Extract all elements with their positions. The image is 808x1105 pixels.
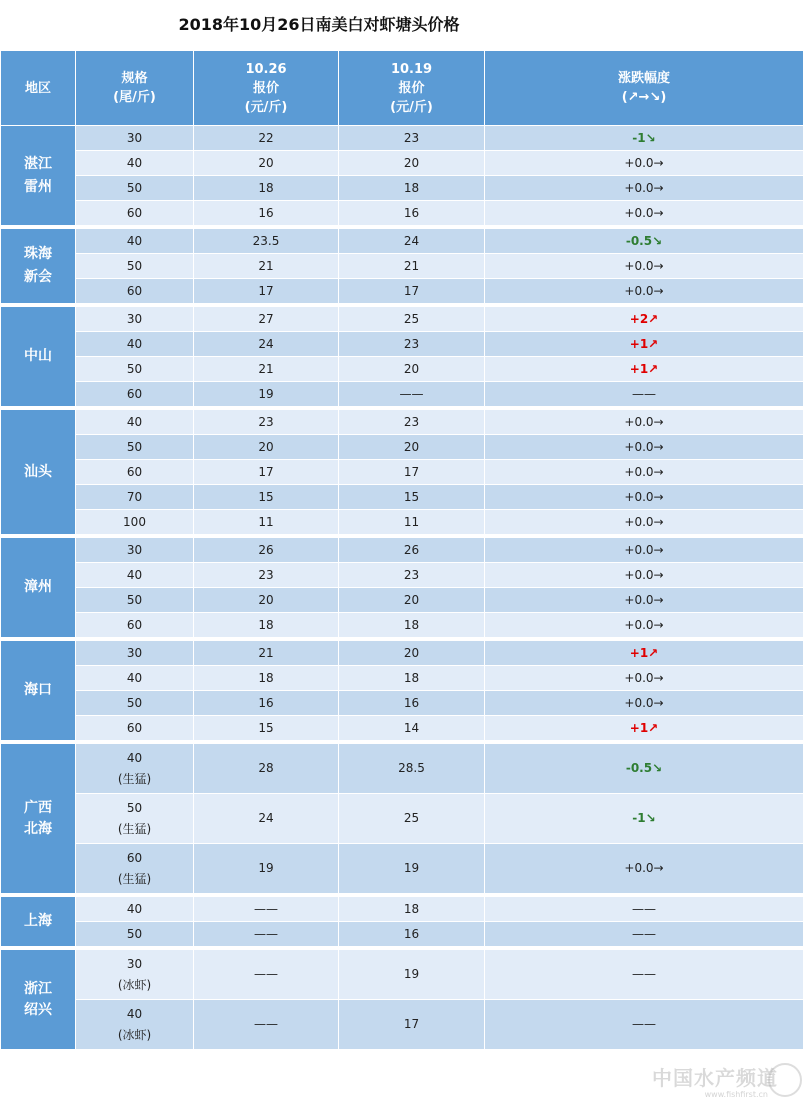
table-row (1, 716, 804, 741)
spec-cell: 40 (76, 151, 194, 176)
current-price-cell: 24 (194, 794, 339, 844)
current-price-cell: 21 (194, 254, 339, 279)
spec-cell: 30 (76, 538, 194, 563)
spec-cell: 30 (冰虾) (76, 950, 194, 1000)
change-cell: +0.0→ (485, 691, 804, 716)
current-price-cell: 20 (194, 435, 339, 460)
previous-price-cell: 16 (339, 922, 485, 947)
spec-cell: 50 (76, 435, 194, 460)
change-cell: —— (485, 950, 804, 1000)
change-cell: +0.0→ (485, 538, 804, 563)
spec-cell: 50 (76, 922, 194, 947)
header-row (1, 51, 804, 126)
previous-price-cell: 20 (339, 357, 485, 382)
previous-price-cell: 18 (339, 613, 485, 638)
previous-price-cell: 24 (339, 229, 485, 254)
current-price-cell: 15 (194, 716, 339, 741)
table-row (1, 844, 804, 894)
spec-cell: 30 (76, 307, 194, 332)
region-cell (1, 126, 76, 226)
table-row (1, 307, 804, 332)
previous-price-cell: 19 (339, 950, 485, 1000)
previous-price-cell: 16 (339, 691, 485, 716)
header-change: 涨跌幅度 (↗→↘) (485, 51, 804, 126)
current-price-cell: —— (194, 897, 339, 922)
watermark: 中国水产频道 (652, 1066, 778, 1090)
current-price-cell: 23 (194, 563, 339, 588)
spec-cell: 50 (生猛) (76, 794, 194, 844)
current-price-cell: 23.5 (194, 229, 339, 254)
table-row (1, 666, 804, 691)
change-cell: +0.0→ (485, 254, 804, 279)
spec-cell: 40 (生猛) (76, 744, 194, 794)
previous-price-cell: 23 (339, 332, 485, 357)
table-row (1, 201, 804, 226)
change-cell: -0.5↘ (485, 229, 804, 254)
spec-cell: 40 (76, 666, 194, 691)
change-cell: +0.0→ (485, 151, 804, 176)
previous-price-cell: 14 (339, 716, 485, 741)
spec-cell: 60 (76, 201, 194, 226)
table-row (1, 744, 804, 794)
table-row (1, 897, 804, 922)
table-row (1, 176, 804, 201)
change-cell: -0.5↘ (485, 744, 804, 794)
region-cell (1, 410, 76, 535)
spec-cell: 50 (76, 357, 194, 382)
spec-cell: 60 (76, 382, 194, 407)
header-previous-price: 10.19 报价 (元/斤) (339, 51, 485, 126)
spec-cell: 40 (76, 229, 194, 254)
previous-price-cell: 23 (339, 563, 485, 588)
change-cell: +0.0→ (485, 510, 804, 535)
current-price-cell: 18 (194, 666, 339, 691)
table-row (1, 254, 804, 279)
region-name: 广西 (24, 799, 52, 816)
header-spec: 规格 (尾/斤) (76, 51, 194, 126)
change-cell: +2↗ (485, 307, 804, 332)
previous-price-cell: 11 (339, 510, 485, 535)
previous-price-cell: 20 (339, 641, 485, 666)
current-price-cell: 22 (194, 126, 339, 151)
change-cell: —— (485, 897, 804, 922)
current-price-cell: 21 (194, 357, 339, 382)
region-name: 海口 (24, 682, 52, 698)
spec-cell: 40 (76, 563, 194, 588)
spec-cell: 40 (76, 332, 194, 357)
change-cell: +0.0→ (485, 563, 804, 588)
change-cell: +0.0→ (485, 460, 804, 485)
region-cell (1, 950, 76, 1050)
change-cell: —— (485, 922, 804, 947)
change-cell: +0.0→ (485, 613, 804, 638)
change-cell: +0.0→ (485, 666, 804, 691)
table-row (1, 279, 804, 304)
current-price-cell: 18 (194, 613, 339, 638)
previous-price-cell: 15 (339, 485, 485, 510)
current-price-cell: 27 (194, 307, 339, 332)
previous-price-cell: 17 (339, 460, 485, 485)
region-name: 中山 (24, 348, 52, 364)
region-name: 新会 (24, 269, 52, 285)
table-row (1, 1000, 804, 1050)
table-row (1, 588, 804, 613)
spec-cell: 50 (76, 588, 194, 613)
current-price-cell: 19 (194, 844, 339, 894)
spec-cell: 100 (76, 510, 194, 535)
current-price-cell: 16 (194, 201, 339, 226)
change-cell: +0.0→ (485, 485, 804, 510)
current-price-cell: 18 (194, 176, 339, 201)
previous-price-cell: 18 (339, 897, 485, 922)
change-cell: +0.0→ (485, 410, 804, 435)
region-name: 汕头 (24, 463, 52, 480)
watermark-url: www.fishfirst.cn (704, 1090, 768, 1099)
spec-cell: 60 (生猛) (76, 844, 194, 894)
change-cell: +0.0→ (485, 588, 804, 613)
change-cell: +0.0→ (485, 201, 804, 226)
change-cell: +0.0→ (485, 435, 804, 460)
region-name: 绍兴 (24, 1001, 52, 1018)
current-price-cell: 17 (194, 460, 339, 485)
current-price-cell: 26 (194, 538, 339, 563)
page-title: 2018年10月26日南美白对虾塘头价格 (178, 15, 460, 34)
spec-cell: 50 (76, 254, 194, 279)
previous-price-cell: 25 (339, 307, 485, 332)
current-price-cell: 19 (194, 382, 339, 407)
change-cell: —— (485, 1000, 804, 1050)
current-price-cell: 15 (194, 485, 339, 510)
current-price-cell: 21 (194, 641, 339, 666)
previous-price-cell: 19 (339, 844, 485, 894)
table-row (1, 538, 804, 563)
change-cell: +1↗ (485, 332, 804, 357)
current-price-cell: —— (194, 950, 339, 1000)
change-cell: -1↘ (485, 126, 804, 151)
spec-cell: 40 (76, 410, 194, 435)
price-table (0, 50, 804, 1050)
previous-price-cell: 28.5 (339, 744, 485, 794)
previous-price-cell: 18 (339, 176, 485, 201)
region-name: 珠海 (24, 246, 52, 262)
region-name: 北海 (24, 820, 52, 837)
table-row (1, 641, 804, 666)
table-row (1, 229, 804, 254)
spec-cell: 60 (76, 613, 194, 638)
table-row (1, 435, 804, 460)
region-name: 浙江 (24, 980, 52, 997)
table-row (1, 460, 804, 485)
table-row (1, 950, 804, 1000)
change-cell: +1↗ (485, 716, 804, 741)
table-row (1, 332, 804, 357)
change-cell: +1↗ (485, 641, 804, 666)
table-row (1, 613, 804, 638)
header-current-price: 10.26 报价 (元/斤) (194, 51, 339, 126)
table-row (1, 382, 804, 407)
current-price-cell: 28 (194, 744, 339, 794)
previous-price-cell: 23 (339, 126, 485, 151)
current-price-cell: 17 (194, 279, 339, 304)
spec-cell: 40 (冰虾) (76, 1000, 194, 1050)
current-price-cell: 20 (194, 588, 339, 613)
spec-cell: 60 (76, 460, 194, 485)
spec-cell: 60 (76, 716, 194, 741)
previous-price-cell: —— (339, 382, 485, 407)
region-name: 上海 (24, 913, 52, 929)
spec-cell: 50 (76, 176, 194, 201)
table-row (1, 485, 804, 510)
current-price-cell: —— (194, 1000, 339, 1050)
spec-cell: 70 (76, 485, 194, 510)
region-cell (1, 744, 76, 894)
current-price-cell: 20 (194, 151, 339, 176)
change-cell: +0.0→ (485, 844, 804, 894)
table-row (1, 410, 804, 435)
region-cell (1, 641, 76, 741)
current-price-cell: 16 (194, 691, 339, 716)
table-row (1, 691, 804, 716)
previous-price-cell: 17 (339, 1000, 485, 1050)
change-cell: +0.0→ (485, 176, 804, 201)
current-price-cell: 11 (194, 510, 339, 535)
table-row (1, 151, 804, 176)
table-row (1, 563, 804, 588)
change-cell: —— (485, 382, 804, 407)
region-name: 雷州 (24, 178, 52, 195)
region-cell (1, 307, 76, 407)
table-row (1, 510, 804, 535)
previous-price-cell: 20 (339, 151, 485, 176)
spec-cell: 40 (76, 897, 194, 922)
table-row (1, 794, 804, 844)
spec-cell: 50 (76, 691, 194, 716)
region-cell (1, 229, 76, 304)
current-price-cell: —— (194, 922, 339, 947)
table-row (1, 922, 804, 947)
spec-cell: 30 (76, 641, 194, 666)
previous-price-cell: 16 (339, 201, 485, 226)
previous-price-cell: 25 (339, 794, 485, 844)
previous-price-cell: 23 (339, 410, 485, 435)
table-row (1, 357, 804, 382)
change-cell: +0.0→ (485, 279, 804, 304)
current-price-cell: 23 (194, 410, 339, 435)
previous-price-cell: 18 (339, 666, 485, 691)
previous-price-cell: 20 (339, 588, 485, 613)
header-region: 地区 (1, 51, 76, 126)
previous-price-cell: 26 (339, 538, 485, 563)
change-cell: -1↘ (485, 794, 804, 844)
previous-price-cell: 17 (339, 279, 485, 304)
spec-cell: 60 (76, 279, 194, 304)
spec-cell: 30 (76, 126, 194, 151)
region-cell (1, 897, 76, 947)
previous-price-cell: 20 (339, 435, 485, 460)
region-name: 漳州 (24, 579, 52, 595)
previous-price-cell: 21 (339, 254, 485, 279)
change-cell: +1↗ (485, 357, 804, 382)
region-cell (1, 538, 76, 638)
region-name: 湛江 (24, 155, 52, 172)
table-row (1, 126, 804, 151)
current-price-cell: 24 (194, 332, 339, 357)
